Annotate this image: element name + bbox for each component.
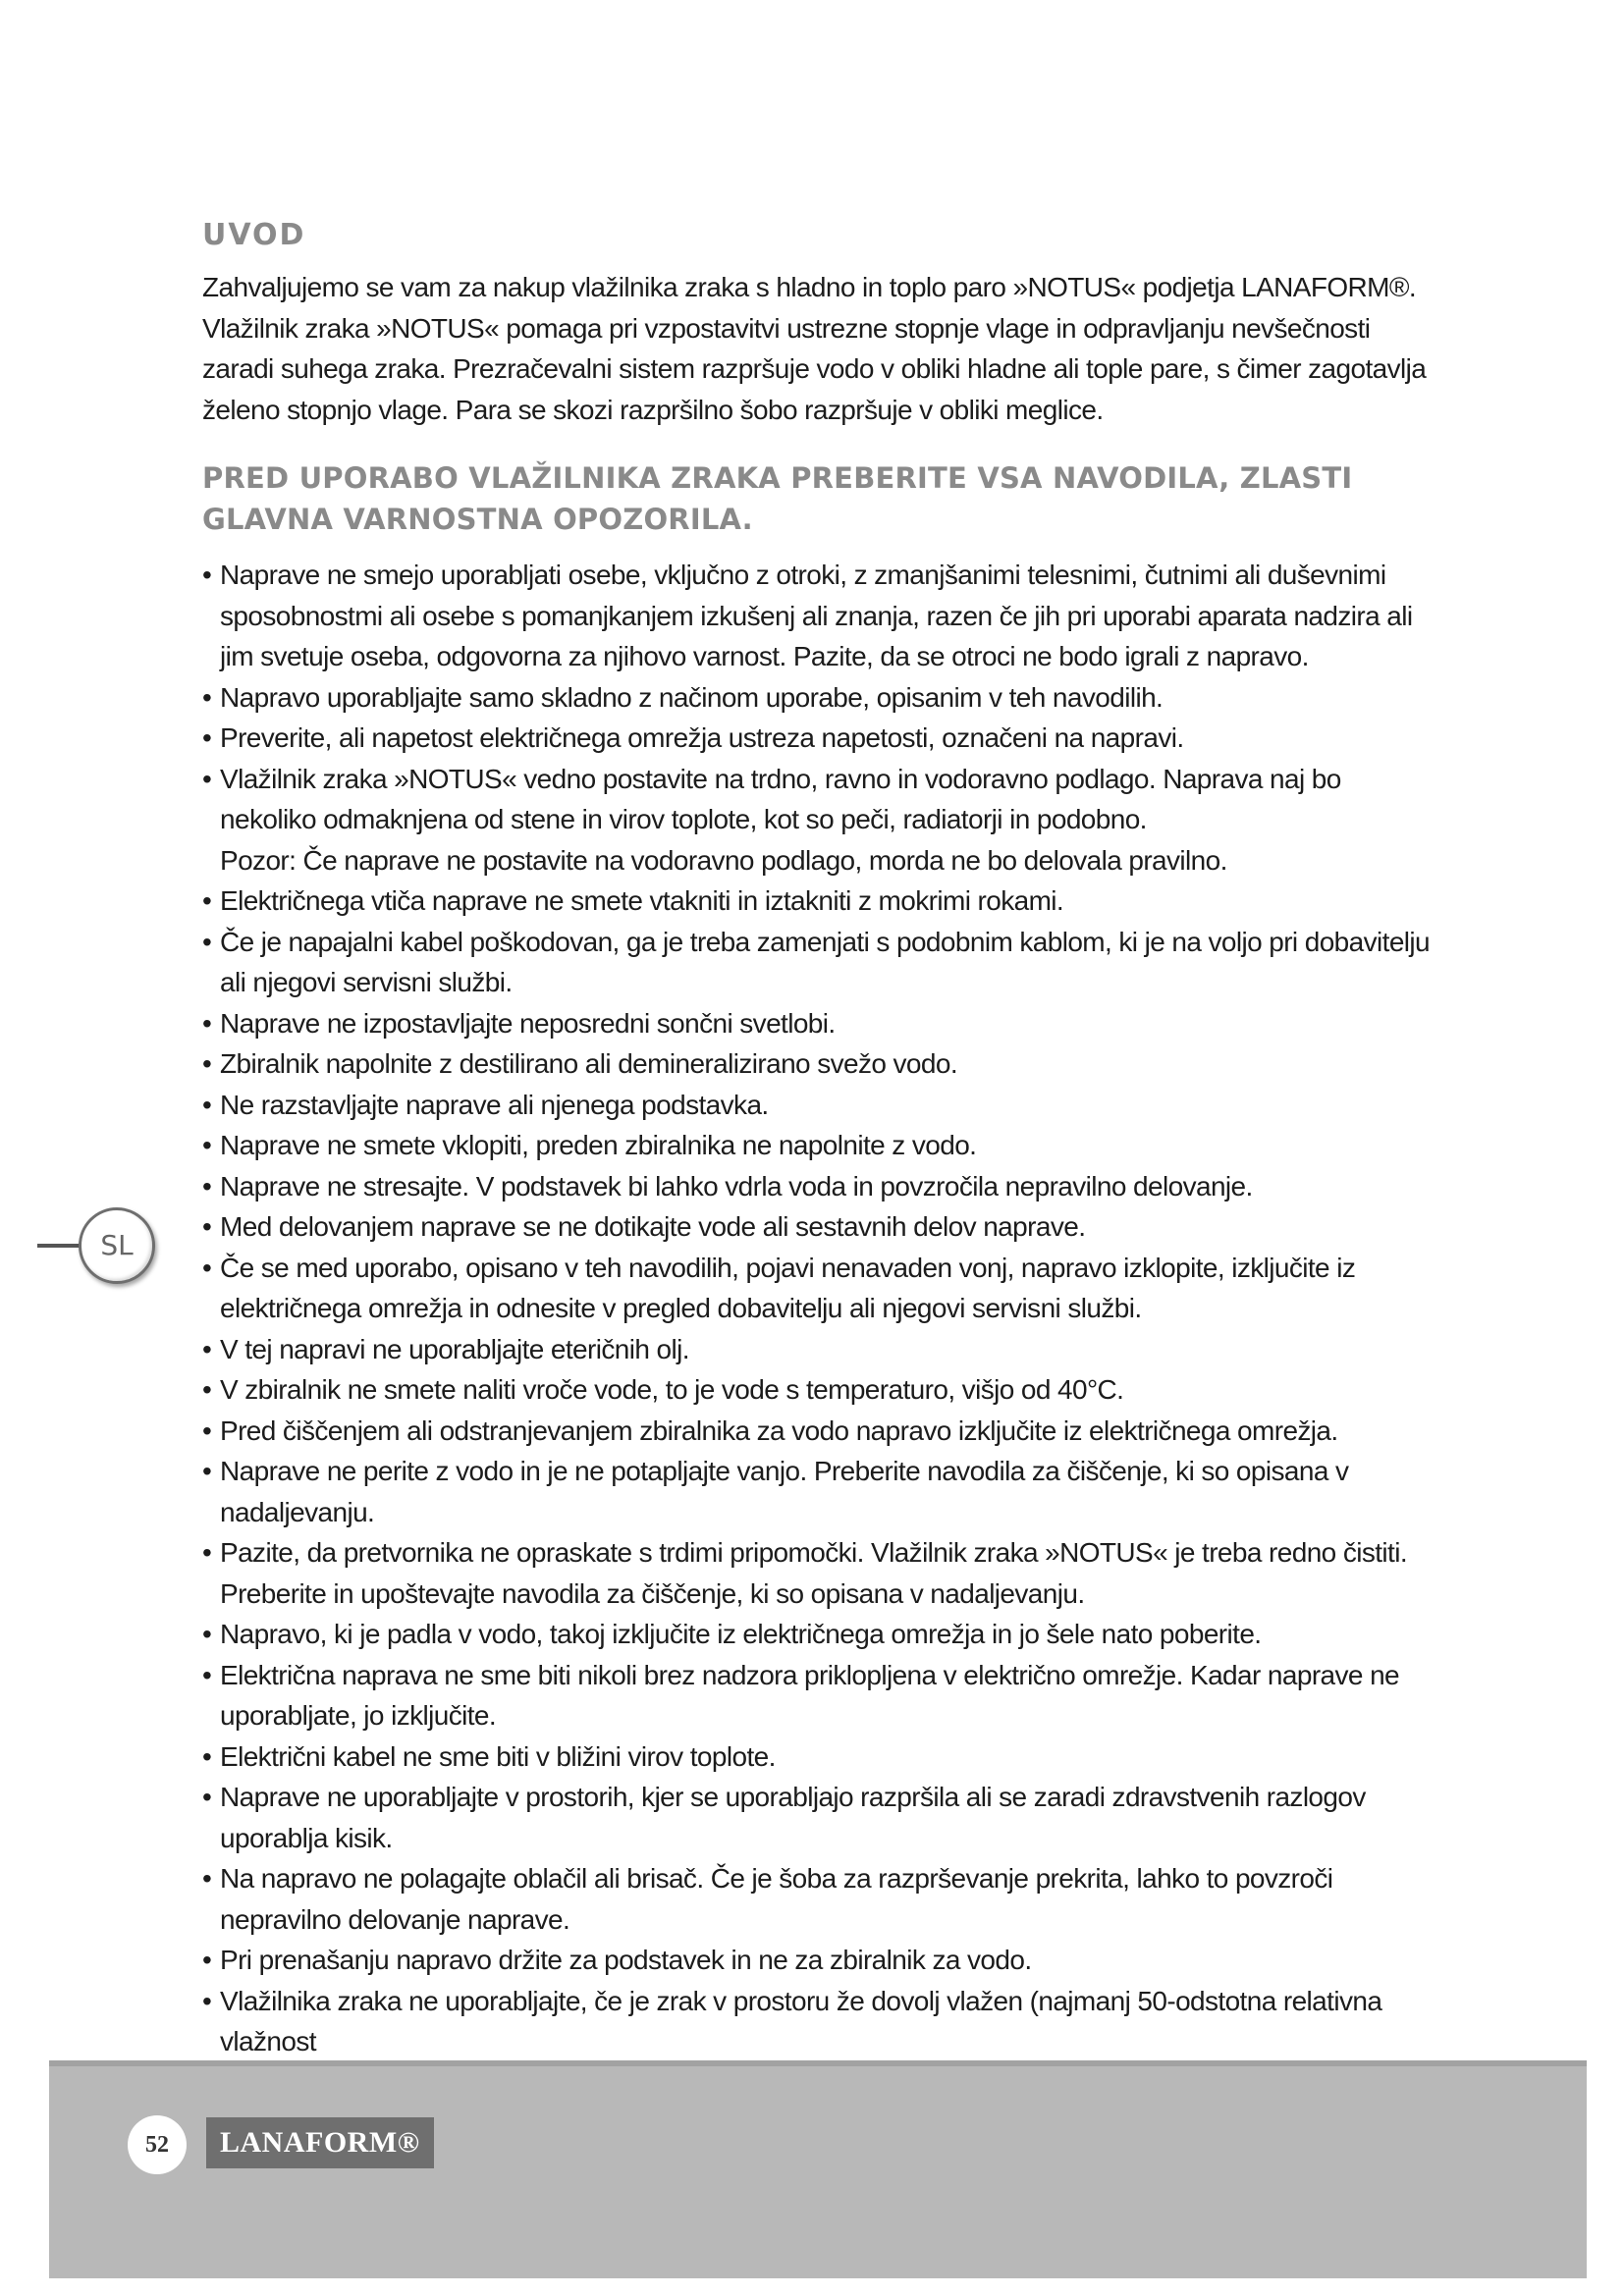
list-item <box>202 1451 1439 1532</box>
bullet: • <box>202 763 212 794</box>
page-footer <box>49 2060 1587 2278</box>
bullet: • <box>202 1007 212 1039</box>
bullet: • <box>202 885 212 916</box>
list-item <box>202 1003 1439 1044</box>
list-item-text: Vlažilnika zraka ne uporabljajte, če je zrak v prostoru že dovolj vlažen (najmanj 50-odstotna relativna vlažnost <box>220 1985 1382 2056</box>
bullet: • <box>202 1089 212 1120</box>
bullet: • <box>202 1130 212 1160</box>
list-item-text: Naprave ne perite z vodo in je ne potapljajte vanjo. Preberite navodila za čiščenje, ki so opisana v nadaljevanju. <box>220 1456 1349 1527</box>
list-item <box>202 1411 1439 1452</box>
list-item <box>202 555 1439 677</box>
list-item-text: Napravo uporabljajte samo skladno z načinom uporabe, opisanim v teh navodilih. <box>220 681 1164 713</box>
list-item <box>202 1858 1439 1940</box>
intro-paragraph: Zahvaljujemo se vam za nakup vlažilnika zraka s hladno in toplo paro »NOTUS« podjetja LANAFORM®. Vlažilnik zraka »NOTUS« pomaga pri vzpostavitvi ustrezne stopnje vlage in odpravljanju nevšečnosti zaradi suhega zraka. Prezračevalni sistem razpršuje vodo v obliki hladne ali tople pare, s čimer zagotavlja želeno stopnjo vlage. Para se skozi razpršilno šobo razpršuje v obliki meglice. <box>202 272 1427 425</box>
bullet: • <box>202 1374 212 1405</box>
bullet: • <box>202 1211 212 1242</box>
bullet: • <box>202 560 212 590</box>
list-item <box>202 1736 1439 1778</box>
list-item-text: Med delovanjem naprave se ne dotikajte vode ali sestavnih delov naprave. <box>220 1211 1086 1242</box>
list-item <box>202 1777 1439 1858</box>
bullet: • <box>202 926 212 957</box>
bullet: • <box>202 1456 212 1486</box>
brand-logo: LANAFORM® <box>206 2117 434 2168</box>
list-item-text: Pred čiščenjem ali odstranjevanjem zbiralnika za vodo napravo izključite iz električnega omrežja. <box>220 1415 1338 1446</box>
list-item <box>202 1981 1439 2062</box>
bullet: • <box>202 1333 212 1364</box>
list-item-text: V zbiralnik ne smete naliti vroče vode, to je vode s temperaturo, višjo od 40°C. <box>220 1374 1124 1405</box>
safety-warning-list <box>202 555 1439 2062</box>
list-item <box>202 1085 1439 1126</box>
list-item <box>202 1329 1439 1370</box>
bullet: • <box>202 1048 212 1079</box>
bullet: • <box>202 681 212 713</box>
list-item-text: Električnega vtiča naprave ne smete vtakniti in iztakniti z mokrimi rokami. <box>220 885 1064 916</box>
list-item <box>202 1614 1439 1655</box>
bullet: • <box>202 722 212 753</box>
list-item-text: Pri prenašanju napravo držite za podstavek in ne za zbiralnik za vodo. <box>220 1945 1032 1975</box>
list-item-text: Zbiralnik napolnite z destilirano ali demineralizirano svežo vodo. <box>220 1048 958 1079</box>
list-item-text: Električni kabel ne sme biti v bližini virov toplote. <box>220 1740 776 1772</box>
list-item-text: Pazite, da pretvornika ne opraskate s trdimi pripomočki. Vlažilnik zraka »NOTUS« je treba redno čistiti. Preberite in upoštevajte navodila za čiščenje, ki so opisana v nadaljevanju. <box>220 1537 1408 1609</box>
list-item-text: Naprave ne smete vklopiti, preden zbiralnika ne napolnite z vodo. <box>220 1130 977 1160</box>
tab-connector-line <box>37 1244 81 1248</box>
list-item-text: Na napravo ne polagajte oblačil ali brisač. Če je šoba za razprševanje prekrita, lahko to povzroči nepravilno delovanje naprave. <box>220 1863 1333 1935</box>
list-item-text: Preverite, ali napetost električnega omrežja ustreza napetosti, označeni na napravi. <box>220 722 1184 753</box>
list-item <box>202 1206 1439 1248</box>
bullet: • <box>202 1252 212 1283</box>
list-item <box>202 922 1439 1003</box>
bullet: • <box>202 1619 212 1649</box>
list-item <box>202 1125 1439 1166</box>
list-item-text: Ne razstavljajte naprave ali njenega podstavka. <box>220 1089 769 1120</box>
list-item <box>202 1369 1439 1411</box>
list-item-text: Naprave ne smejo uporabljati osebe, vključno z otroki, z zmanjšanimi telesnimi, čutnimi ali duševnimi sposobnostmi ali osebe s pomanjkanjem izkušenj ali znanja, razen če jih pri uporabi aparata nadzira ali jim svetuje oseba, odgovorna za njihovo varnost. Pazite, da se otroci ne bodo igrali z napravo. <box>220 560 1413 671</box>
list-item-text: Če se med uporabo, opisano v teh navodilih, pojavi nenavaden vonj, napravo izklopite, izključite iz električnega omrežja in odnesite v pregled dobavitelju ali njegovi servisni službi. <box>220 1252 1356 1323</box>
list-item-text: Napravo, ki je padla v vodo, takoj izključite iz električnega omrežja in jo šele nato poberite. <box>220 1619 1262 1649</box>
list-item <box>202 1248 1439 1329</box>
list-item <box>202 1655 1439 1736</box>
list-item <box>202 1532 1439 1614</box>
bullet: • <box>202 1985 212 2016</box>
bullet: • <box>202 1945 212 1975</box>
bullet: • <box>202 1415 212 1446</box>
list-item-text: Naprave ne stresajte. V podstavek bi lahko vdrla voda in povzročila nepravilno delovanje. <box>220 1170 1253 1201</box>
section-heading-intro: UVOD <box>202 218 306 252</box>
bullet: • <box>202 1170 212 1201</box>
note-text: Pozor: Če naprave ne postavite na vodoravno podlago, morda ne bo delovala pravilno. <box>220 844 1227 876</box>
list-item <box>202 718 1439 759</box>
list-item <box>202 1940 1439 1981</box>
list-item-text: Vlažilnik zraka »NOTUS« vedno postavite na trdno, ravno in vodoravno podlago. Naprava naj bo nekoliko odmaknjena od stene in virov toplote, kot so peči, radiatorji in podobno. <box>220 763 1341 834</box>
list-item <box>202 1043 1439 1085</box>
list-item-text: V tej napravi ne uporabljajte eteričnih olj. <box>220 1333 689 1364</box>
list-item <box>202 759 1439 881</box>
list-item <box>202 1166 1439 1207</box>
list-item-text: Naprave ne uporabljajte v prostorih, kjer se uporabljajo razpršila ali se zaradi zdravstvenih razlogov uporablja kisik. <box>220 1782 1366 1853</box>
section-heading-safety: PRED UPORABO VLAŽILNIKA ZRAKA PREBERITE VSA NAVODILA, ZLASTI GLAVNA VARNOSTNA OPOZORILA. <box>202 461 1353 536</box>
page-number: 52 <box>128 2115 187 2174</box>
language-badge: SL <box>79 1207 155 1284</box>
list-item-text: Naprave ne izpostavljajte neposredni sončni svetlobi. <box>220 1007 836 1039</box>
list-item <box>202 881 1439 922</box>
bullet: • <box>202 1782 212 1812</box>
bullet: • <box>202 1537 212 1568</box>
list-item-text: Električna naprava ne sme biti nikoli brez nadzora priklopljena v električno omrežje. Kadar naprave ne uporabljate, jo izključite. <box>220 1659 1400 1731</box>
bullet: • <box>202 1863 212 1894</box>
list-item-text: Če je napajalni kabel poškodovan, ga je treba zamenjati s podobnim kablom, ki je na voljo pri dobavitelju ali njegovi servisni službi. <box>220 926 1431 997</box>
list-item <box>202 677 1439 719</box>
bullet: • <box>202 1659 212 1690</box>
bullet: • <box>202 1740 212 1772</box>
language-tab <box>37 1205 165 1284</box>
